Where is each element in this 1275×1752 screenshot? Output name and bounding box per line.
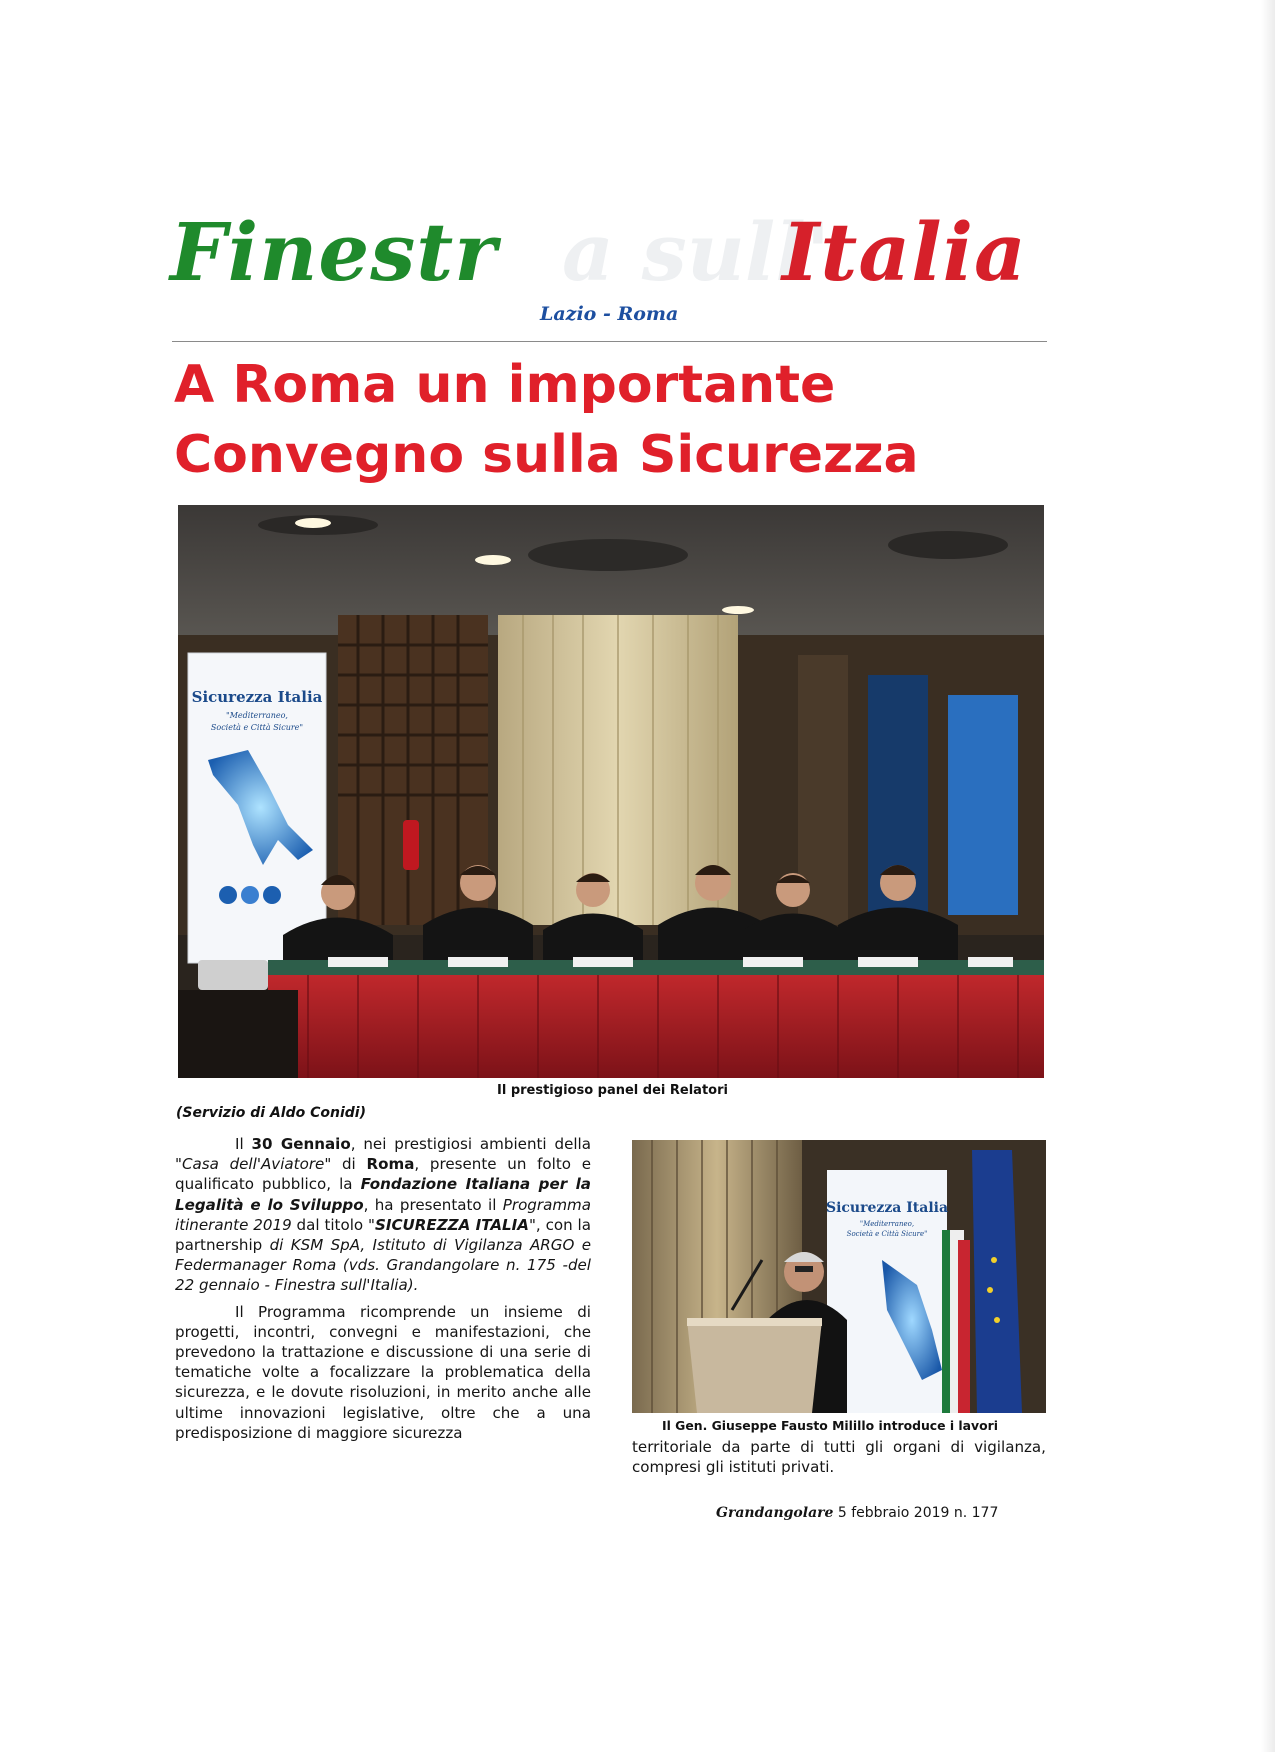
text-run: , ha presentato il [363, 1195, 503, 1214]
main-photo-panel [178, 505, 1044, 1078]
publication-name: Grandangolare [716, 1505, 834, 1521]
headline [174, 350, 1054, 490]
venue-name: Casa dell'Aviatore [181, 1155, 325, 1174]
masthead [170, 205, 1050, 305]
masthead-title-faded: a sull' [562, 205, 831, 299]
byline: (Servizio di Aldo Conidi) [176, 1105, 366, 1121]
issue-info: 5 febbraio 2019 n. 177 [833, 1505, 999, 1521]
text-run: dal titolo " [291, 1215, 375, 1234]
partners-text: di KSM SpA, Istituto di Vigilanza ARGO e Federmanager Roma (vds. Grandangolare n. 175 -del 22 gennaio - Finestra sull'Italia). [175, 1236, 592, 1295]
text-run: Il [235, 1135, 252, 1153]
side-banner-title: Sicurezza Italia [825, 1200, 949, 1216]
text-run: , nei prestigiosi ambienti della " [175, 1135, 591, 1174]
scan-edge-shadow [1261, 0, 1275, 1752]
headline-line-2: Convegno sulla Sicurezza [174, 425, 919, 485]
side-photo-speaker [632, 1140, 1046, 1413]
banner-title: Sicurezza Italia [191, 688, 323, 706]
page-footer [716, 1505, 998, 1521]
article-paragraph-1 [175, 1134, 591, 1296]
text-run: ", con la partnership [175, 1215, 591, 1255]
side-photo-caption: Il Gen. Giuseppe Fausto Milillo introduce i lavori [662, 1418, 998, 1433]
program-title: SICUREZZA ITALIA [374, 1215, 529, 1234]
text-run: , presente un folto e qualificato pubblico, la [175, 1155, 591, 1194]
side-banner-subtitle-1: "Mediterraneo, [859, 1220, 915, 1228]
article-continuation: territoriale da parte di tutti gli organi di vigilanza, compresi gli istituti privati. [632, 1438, 1046, 1477]
program-name: Programma itinerante 2019 [175, 1195, 591, 1234]
event-date: 30 Gennaio [251, 1135, 351, 1153]
headline-line-1: A Roma un importante [174, 355, 836, 415]
masthead-title-part1: Finestr [170, 205, 498, 299]
text-run: " di [324, 1155, 367, 1174]
organization-name: Fondazione Italiana per la Legalità e lo Sviluppo [175, 1175, 591, 1214]
banner-subtitle-2: Società e Città Sicure" [210, 723, 304, 732]
article-column-left [175, 1134, 591, 1443]
side-banner-subtitle-2: Società e Città Sicure" [846, 1230, 928, 1238]
main-photo-caption: Il prestigioso panel dei Relatori [497, 1083, 728, 1098]
city-name: Roma [366, 1155, 415, 1174]
masthead-divider [172, 341, 1047, 342]
article-paragraph-2: Il Programma ricomprende un insieme di progetti, incontri, convegni e manifestazioni, che prevedono la trattazione e discussione di una serie di tematiche volte a focalizzare la problematica della sicurezza, e le dovute risoluzioni, in merito anche alle ultime innovazioni legislative, oltre che a una predisposizione di maggiore sicurezza [175, 1302, 591, 1442]
section-subtitle: Lazio - Roma [540, 303, 679, 325]
banner-subtitle-1: "Mediterraneo, [226, 711, 288, 720]
masthead-title-part2: Italia [782, 205, 1027, 299]
